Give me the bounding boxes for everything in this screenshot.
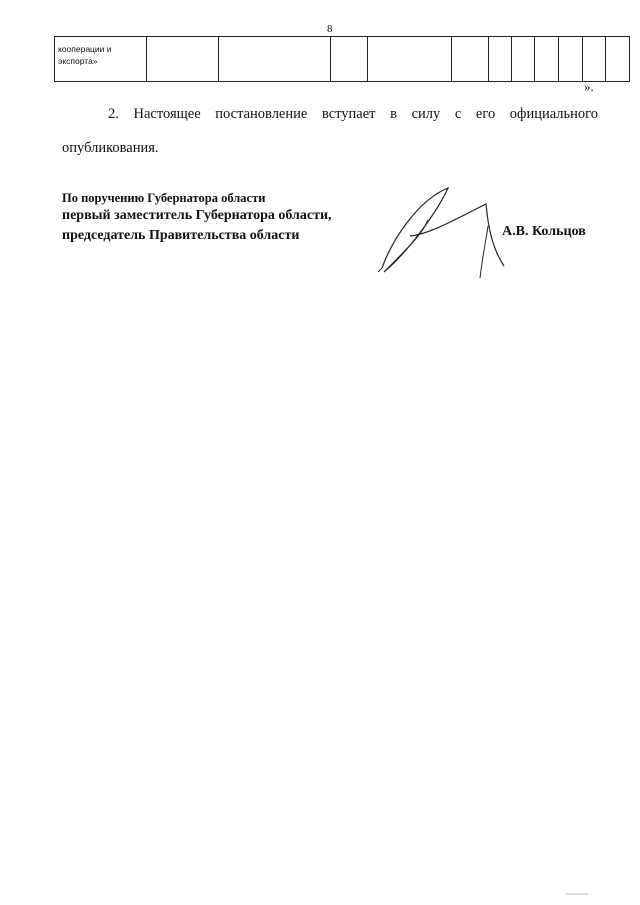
- page-number: 8: [327, 23, 333, 35]
- table-cell: [606, 37, 630, 82]
- table-cell-line: кооперации и: [58, 44, 112, 54]
- table-cell-label: [55, 37, 147, 82]
- table-cell: [512, 37, 535, 82]
- table-cell: [147, 37, 219, 82]
- table-row: [55, 37, 630, 82]
- table-cell: [452, 37, 489, 82]
- table-cell: [489, 37, 512, 82]
- table-cell: [331, 37, 368, 82]
- table-fragment: [54, 36, 630, 82]
- signature-line-title: председатель Правительства области: [62, 228, 300, 243]
- table-cell-line: экспорта»: [58, 56, 98, 66]
- table-cell: [535, 37, 559, 82]
- signer-name: А.В. Кольцов: [502, 224, 586, 239]
- table-cell: [559, 37, 583, 82]
- closing-quote: ».: [584, 79, 594, 94]
- signature-line-commission: По поручению Губернатора области: [62, 191, 266, 205]
- signature-line-position: первый заместитель Губернатора области,: [62, 208, 332, 223]
- table-cell: [219, 37, 331, 82]
- handwritten-signature-icon: [370, 180, 510, 290]
- scan-mark: [566, 893, 588, 895]
- paragraph-effective-date: 2. Настоящее постановление вступает в силу с его официального опубликования.: [62, 106, 598, 156]
- table-cell: [368, 37, 452, 82]
- signature-block: [62, 190, 332, 246]
- table-cell: [583, 37, 606, 82]
